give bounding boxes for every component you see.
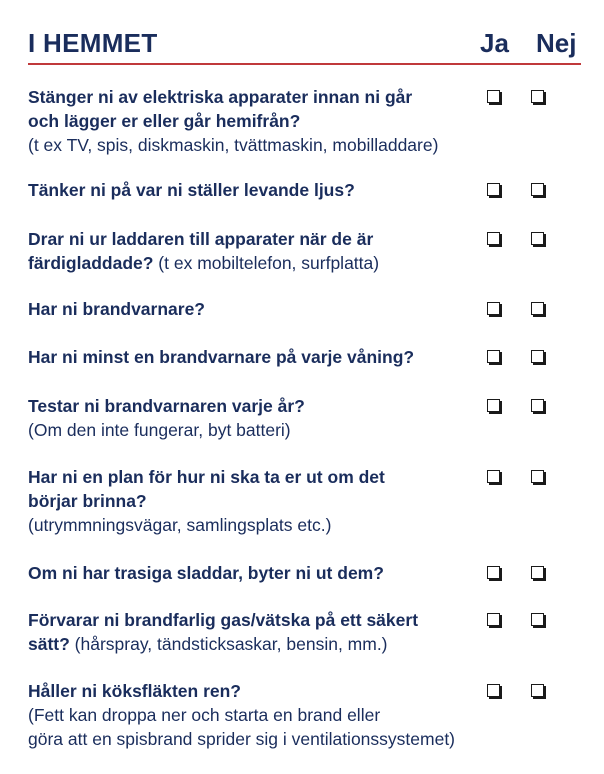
checkbox-no[interactable]: [531, 399, 544, 412]
item-text: [28, 85, 476, 157]
item-text: [28, 227, 476, 275]
item-text: [28, 561, 476, 585]
question: Stänger ni av elektriska apparater innan ni går: [28, 87, 413, 107]
hint: (hårspray, tändsticksaskar, bensin, mm.): [69, 634, 388, 654]
checkbox-no[interactable]: [531, 302, 544, 315]
hint: (t ex TV, spis, diskmaskin, tvättmaskin, mobilladdare): [28, 135, 439, 155]
column-header-yes: Ja: [480, 28, 509, 58]
hint: (utrymmningsvägar, samlingsplats etc.): [28, 515, 332, 535]
checkbox-no[interactable]: [531, 350, 544, 363]
item-text: [28, 608, 476, 656]
checkbox-yes[interactable]: [487, 183, 500, 196]
question: Har ni minst en brandvarnare på varje våning?: [28, 347, 415, 367]
item-text: [28, 345, 476, 369]
column-header-no: Nej: [536, 28, 577, 58]
checkbox-no[interactable]: [531, 90, 544, 103]
checkbox-yes[interactable]: [487, 350, 500, 363]
checkbox-yes[interactable]: [487, 684, 500, 697]
checkbox-no[interactable]: [531, 566, 544, 579]
question: Tänker ni på var ni ställer levande ljus?: [28, 180, 355, 200]
checkbox-no[interactable]: [531, 470, 544, 483]
hint: (Fett kan droppa ner och starta en brand eller: [28, 705, 381, 725]
checkbox-yes[interactable]: [487, 90, 500, 103]
item-text: [28, 679, 588, 751]
item-text: [28, 465, 476, 537]
question: Har ni en plan för hur ni ska ta er ut om det: [28, 467, 385, 487]
hint: (t ex mobiltelefon, surfplatta): [153, 253, 380, 273]
checkbox-no[interactable]: [531, 684, 544, 697]
question: Håller ni köksfläkten ren?: [28, 681, 241, 701]
header-divider: [28, 63, 581, 65]
hint-cont: göra att en spisbrand sprider sig i ventilationssystemet): [28, 729, 456, 749]
question: Drar ni ur laddaren till apparater när de är: [28, 229, 374, 249]
checkbox-no[interactable]: [531, 613, 544, 626]
question-cont: färdigladdade?: [28, 253, 154, 273]
checkbox-yes[interactable]: [487, 470, 500, 483]
item-text: [28, 297, 476, 321]
item-text: [28, 394, 476, 442]
checkbox-yes[interactable]: [487, 232, 500, 245]
question: Har ni brandvarnare?: [28, 299, 205, 319]
checkbox-yes[interactable]: [487, 302, 500, 315]
checkbox-no[interactable]: [531, 183, 544, 196]
section-title: I HEMMET: [28, 28, 158, 58]
question-cont: och lägger er eller går hemifrån?: [28, 111, 301, 131]
question-cont: börjar brinna?: [28, 491, 147, 511]
checkbox-yes[interactable]: [487, 566, 500, 579]
checkbox-yes[interactable]: [487, 399, 500, 412]
question: Förvarar ni brandfarlig gas/vätska på ett säkert: [28, 610, 419, 630]
question-cont: sätt?: [28, 634, 70, 654]
question: Testar ni brandvarnaren varje år?: [28, 396, 305, 416]
checkbox-yes[interactable]: [487, 613, 500, 626]
checkbox-no[interactable]: [531, 232, 544, 245]
item-text: [28, 178, 476, 202]
hint: (Om den inte fungerar, byt batteri): [28, 420, 291, 440]
checklist-header: [28, 26, 582, 64]
question: Om ni har trasiga sladdar, byter ni ut dem?: [28, 563, 384, 583]
